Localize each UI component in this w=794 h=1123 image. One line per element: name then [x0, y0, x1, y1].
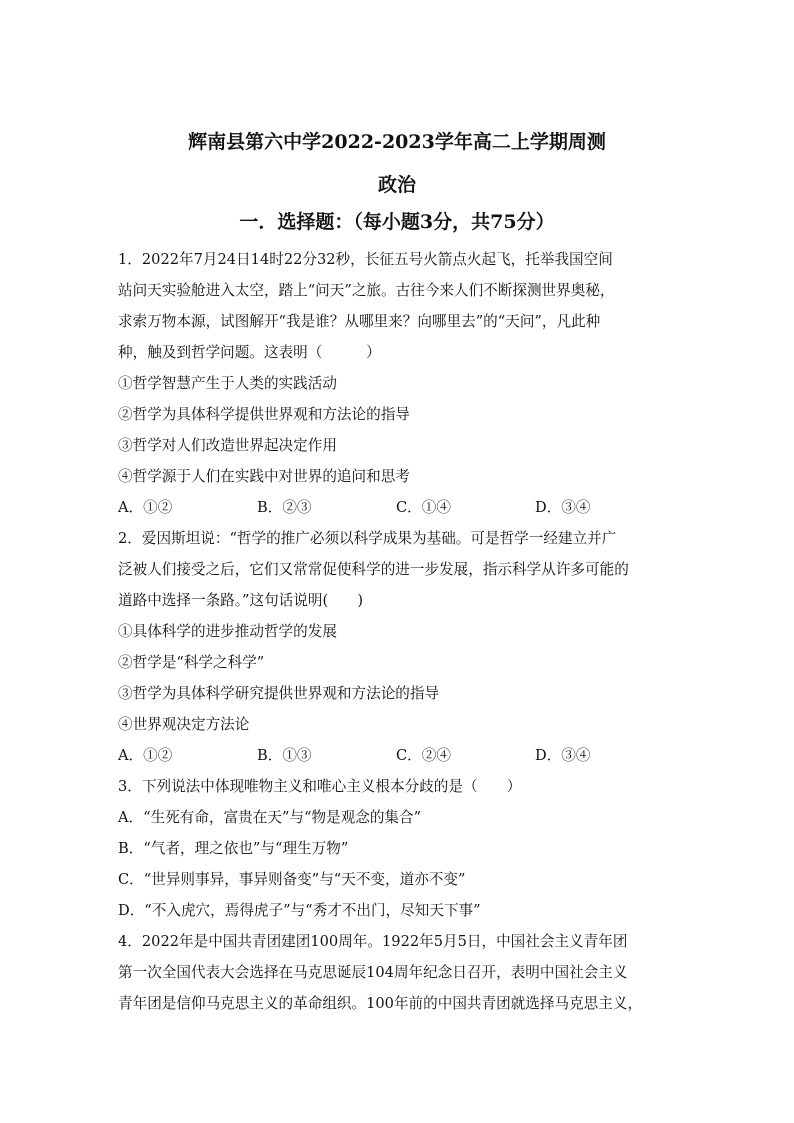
question-stem-line: 站问天实验舱进入太空，踏上“问天”之旅。古往今来人们不断探测世界奥秘，: [118, 282, 615, 299]
question-stem-line: 3．下列说法中体现唯物主义和唯心主义根本分歧的是（ ）: [118, 778, 522, 795]
section-heading: 一．选择题：（每小题3分，共75分）: [239, 211, 555, 233]
option-b: B．②③: [257, 499, 312, 516]
option-b: B．①③: [257, 747, 312, 764]
question-3: [118, 771, 678, 926]
question-1: [118, 244, 678, 523]
question-stem-line: 1．2022年7月24日14时22分32秒，长征五号火箭点火起飞，托举我国空间: [118, 251, 613, 268]
option-c: C．①④: [396, 499, 451, 516]
question-stem-line: 种，触及到哲学问题。这表明（ ）: [118, 344, 381, 361]
question-stem-line: 泛被人们接受之后，它们又常常促使科学的进一步发展，指示科学从许多可能的: [118, 561, 629, 578]
question-stem-line: 求索万物本源，试图解开“我是谁？从哪里来？向哪里去”的“天问”，凡此种: [118, 313, 601, 330]
question-stem-line: 道路中选择一条路。”这句话说明( ): [118, 592, 364, 609]
statement-item: ①哲学智慧产生于人类的实践活动: [118, 375, 337, 392]
statement-item: ③哲学对人们改造世界起决定作用: [118, 437, 337, 454]
option-b: B．“气者，理之依也”与“理生万物”: [118, 840, 349, 857]
statement-item: ①具体科学的进步推动哲学的发展: [118, 623, 337, 640]
question-stem-line: 2．爱因斯坦说：“哲学的推广必须以科学成果为基础。可是哲学一经建立并广: [118, 530, 617, 547]
exam-title: 辉南县第六中学2022-2023学年高二上学期周测: [188, 131, 606, 153]
option-a: A．①②: [118, 499, 173, 516]
option-d: D．③④: [535, 747, 591, 764]
questions-body: [118, 244, 678, 1019]
statement-item: ④世界观决定方法论: [118, 716, 250, 733]
statement-item: ②哲学为具体科学提供世界观和方法论的指导: [118, 406, 410, 423]
answer-options: [118, 492, 678, 523]
question-stem-line: 青年团是信仰马克思主义的革命组织。100年前的中国共青团就选择马克思主义，: [118, 995, 643, 1012]
question-4: [118, 926, 678, 1019]
statement-item: ②哲学是“科学之科学”: [118, 654, 265, 671]
answer-options: [118, 740, 678, 771]
option-d: D．“不入虎穴，焉得虎子”与“秀才不出门，尽知天下事”: [118, 902, 481, 919]
statement-item: ④哲学源于人们在实践中对世界的追问和思考: [118, 468, 410, 485]
option-a: A．“生死有命，富贵在天”与“物是观念的集合”: [118, 809, 422, 826]
option-c: C．“世异则事异，事异则备变”与“天不变，道亦不变”: [118, 871, 466, 888]
option-a: A．①②: [118, 747, 173, 764]
question-stem-line: 第一次全国代表大会选择在马克思诞辰104周年纪念日召开，表明中国社会主义: [118, 964, 628, 981]
option-d: D．③④: [535, 499, 591, 516]
question-2: [118, 523, 678, 771]
subject-title: 政治: [377, 174, 416, 196]
option-c: C．②④: [396, 747, 451, 764]
statement-item: ③哲学为具体科学研究提供世界观和方法论的指导: [118, 685, 440, 702]
question-stem-line: 4．2022年是中国共青团建团100周年。1922年5月5日，中国社会主义青年团: [118, 933, 628, 950]
